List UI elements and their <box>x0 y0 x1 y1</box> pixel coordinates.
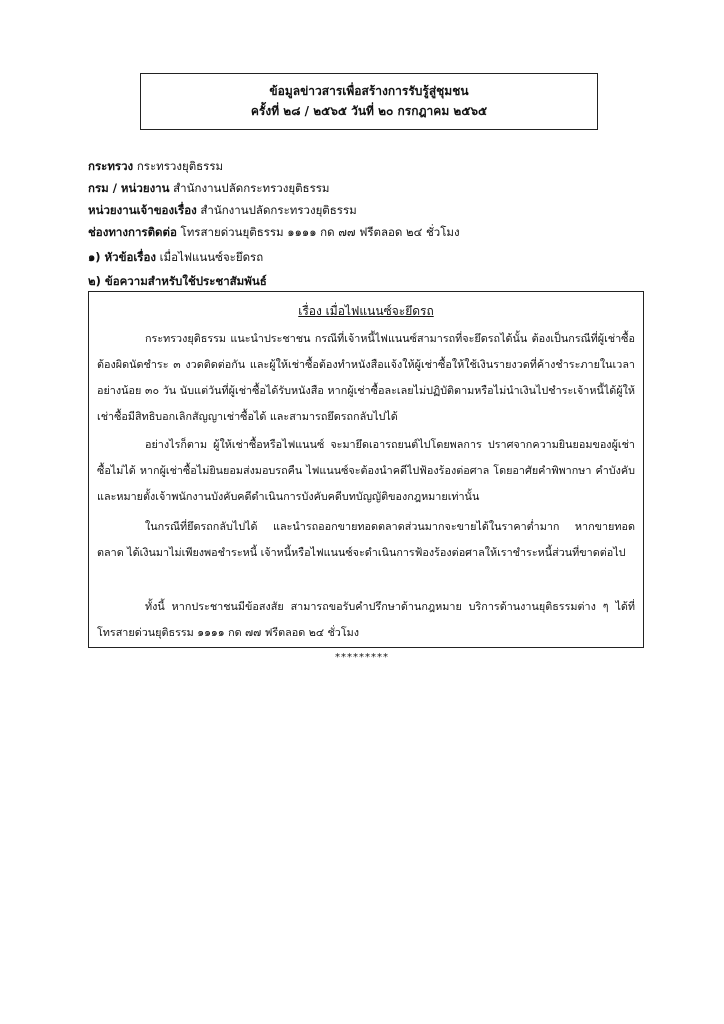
pr-heading <box>88 273 267 291</box>
ministry-label: กระทรวง <box>88 159 134 173</box>
topic-row <box>88 249 263 267</box>
issue-line: ครั้งที่ ๒๘ / ๒๕๖๕ วันที่ ๒๐ กรกฎาคม ๒๕๖๕ <box>250 104 488 118</box>
owner-value: สำนักงานปลัดกระทรวงยุติธรรม <box>200 203 357 217</box>
contact-value: โทรสายด่วนยุติธรรม ๑๑๑๑ กด ๗๗ ฟรีตลอด ๒๔ ชั่วโมง <box>180 225 460 239</box>
topic-value: เมื่อไฟแนนซ์จะยึดรถ <box>159 250 264 264</box>
paragraph-3: ในกรณีที่ยึดรถกลับไปได้ และนำรถออกขายทอดตลาดส่วนมากจะขายได้ในราคาต่ำมาก หากขายทอดตลาด ได้เงินมาไม่เพียงพอชำระหนี้ เจ้าหนี้หรือไฟแนนซ์จะดำเนินการฟ้องร้องต่อศาลให้เราชำระหนี้ส่วนที่ขาดต่อไป <box>97 520 635 559</box>
paragraph-4: ทั้งนี้ หากประชาชนมีข้อสงสัย สามารถขอรับคำปรึกษาด้านกฎหมาย บริการด้านงานยุติธรรมต่าง ๆ ได้ที่โทรสายด่วนยุติธรรม ๑๑๑๑ กด ๗๗ ฟรีตลอด ๒๔ ชั่วโมง <box>97 600 635 639</box>
end-mark: ********* <box>335 652 389 663</box>
pr-content-box <box>88 291 644 648</box>
paragraph-1: กระทรวงยุติธรรม แนะนำประชาชน กรณีที่เจ้าหนี้ไฟแนนซ์สามารถที่จะยึดรถได้นั้น ต้องเป็นกรณีที่ผู้เช่าซื้อต้องผิดนัดชำระ ๓ งวดติดต่อกัน และผู้ให้เช่าซื้อต้องทำหนังสือแจ้งให้ผู้เช่าซื้อให้ใช้เงินรายงวดที่ค้างชำระภายในเวลาอย่างน้อย ๓๐ วัน นับแต่วันที่ผู้เช่าซื้อได้รับหนังสือ หากผู้เช่าซื้อละเลยไม่ปฏิบัติตามหรือไม่นำเงินไปชำระเจ้าหนี้ได้ผู้ให้เช่าซื้อมีสิทธิบอกเลิกสัญญาเช่าซื้อได้ และสามารถยึดรถกลับไปได้ <box>97 332 635 423</box>
owner-label: หน่วยงานเจ้าของเรื่อง <box>88 203 197 217</box>
header-box <box>140 73 598 130</box>
document-title: ข้อมูลข่าวสารเพื่อสร้างการรับรู้สู่ชุมชน <box>269 84 469 98</box>
ministry-row <box>88 158 223 176</box>
contact-label: ช่องทางการติดต่อ <box>88 225 177 239</box>
ministry-value: กระทรวงยุติธรรม <box>136 159 224 173</box>
department-row <box>88 180 330 198</box>
department-label: กรม / หน่วยงาน <box>88 181 170 195</box>
paragraph-2: อย่างไรก็ตาม ผู้ให้เช่าซื้อหรือไฟแนนซ์ จะมายึดเอารถยนต์ไปโดยพลการ ปราศจากความยินยอมของผู้เช่าซื้อไม่ได้ หากผู้เช่าซื้อไม่ยินยอมส่งมอบรถคืน ไฟแนนซ์จะต้องนำคดีไปฟ้องร้องต่อศาล โดยอาศัยคำพิพากษา คำบังคับและหมายตั้งเจ้าพนักงานบังคับคดีดำเนินการบังคับคดีบทบัญญัติของกฎหมายเท่านั้น <box>97 438 635 503</box>
owner-row <box>88 202 357 220</box>
department-value: สำนักงานปลัดกระทรวงยุติธรรม <box>173 181 330 195</box>
contact-row <box>88 224 460 242</box>
pr-label: ๒) ข้อความสำหรับใช้ประชาสัมพันธ์ <box>88 274 267 288</box>
subject-title: เรื่อง เมื่อไฟแนนซ์จะยึดรถ <box>298 304 434 318</box>
topic-label: ๑) หัวข้อเรื่อง <box>88 250 156 264</box>
